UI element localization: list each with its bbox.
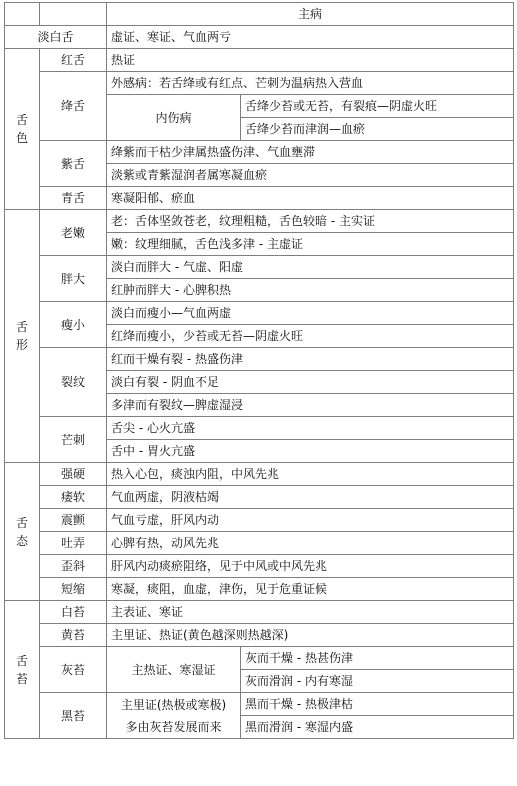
tender-label: 老嫩: [40, 210, 107, 256]
fat-b: 红肿而胖大 - 心脾积热: [107, 279, 514, 302]
table-row: [5, 72, 514, 95]
thorn-b: 舌中 - 胃火亢盛: [107, 440, 514, 463]
tender-a: 老：舌体坚敛苍老，纹理粗糙，舌色较暗 - 主实证: [107, 210, 514, 233]
stiff-label: 强硬: [40, 463, 107, 486]
tongue-diagnosis-table: [4, 2, 514, 739]
weak-text: 气血两虚，阴液枯竭: [107, 486, 514, 509]
category-char: 舌: [15, 515, 28, 530]
white-coating-text: 主表证、寒证: [107, 601, 514, 624]
purple-tongue-a: 绛紫而干枯少津属热盛伤津、气血壅滞: [107, 141, 514, 164]
category-tongue-state: [5, 463, 40, 601]
yellow-coating-label: 黄苔: [40, 624, 107, 647]
gray-coating-a: 灰而干燥 - 热甚伤津: [241, 647, 514, 670]
crimson-tongue-label: 绛舌: [40, 72, 107, 141]
yellow-coating-text: 主里证、热证(黄色越深则热越深): [107, 624, 514, 647]
category-tongue-color: [5, 49, 40, 210]
thin-a: 淡白而瘦小—气血两虚: [107, 302, 514, 325]
fat-a: 淡白而胖大 - 气虚、阳虚: [107, 256, 514, 279]
gray-coating-b: 灰而滑润 - 内有寒湿: [241, 670, 514, 693]
category-tongue-shape: [5, 210, 40, 463]
thin-label: 瘦小: [40, 302, 107, 348]
table-row: [5, 578, 514, 601]
category-char: 形: [15, 338, 28, 352]
deviate-text: 肝风内动痰瘀阻络，见于中风或中风先兆: [107, 555, 514, 578]
category-char: 舌: [15, 653, 28, 668]
tremor-label: 震颤: [40, 509, 107, 532]
table-row: [5, 256, 514, 279]
purple-tongue-b: 淡紫或青紫湿润者属寒凝血瘀: [107, 164, 514, 187]
blue-tongue-label: 青舌: [40, 187, 107, 210]
crimson-external-text: 外感病：若舌绛或有红点、芒刺为温病热入营血: [107, 72, 514, 95]
tender-b: 嫩：纹理细腻，舌色浅多津 - 主虚证: [107, 233, 514, 256]
table-row: [5, 509, 514, 532]
crimson-internal-a: 舌绛少苔或无苔，有裂痕—阴虚火旺: [241, 95, 514, 118]
table-row: [5, 532, 514, 555]
stiff-text: 热入心包，痰浊内阻，中风先兆: [107, 463, 514, 486]
category-char: 舌: [15, 320, 28, 334]
category-char: 态: [15, 533, 28, 548]
table-row: [5, 647, 514, 670]
table-row: [5, 302, 514, 325]
header-blank-cell: [40, 3, 107, 26]
table-row: [5, 624, 514, 647]
fat-label: 胖大: [40, 256, 107, 302]
crack-label: 裂纹: [40, 348, 107, 417]
weak-label: 痿软: [40, 486, 107, 509]
table-row: [5, 486, 514, 509]
category-tongue-coating: [5, 601, 40, 739]
black-coating-b: 黑而滑润 - 寒湿内盛: [241, 716, 514, 739]
table-row: [5, 210, 514, 233]
tremor-text: 气血亏虚，肝风内动: [107, 509, 514, 532]
pale-tongue-label: 淡白舌: [5, 26, 107, 49]
shorten-text: 寒凝，痰阻，血虚，津伤，见于危重证候: [107, 578, 514, 601]
table-row: [5, 555, 514, 578]
crack-b: 淡白有裂 - 阴血不足: [107, 371, 514, 394]
table-row: [5, 141, 514, 164]
table-row: [5, 49, 514, 72]
table-row: [5, 348, 514, 371]
white-coating-label: 白苔: [40, 601, 107, 624]
gray-coating-main: 主热证、寒湿证: [107, 647, 241, 693]
header-blank-cell: [5, 3, 40, 26]
black-coating-main-line-1: 主里证(热极或寒极): [120, 697, 227, 712]
crimson-internal-b: 舌绛少苔而津润—血瘀: [241, 118, 514, 141]
category-char: 色: [15, 131, 28, 145]
black-coating-label: 黑苔: [40, 693, 107, 739]
blue-tongue-text: 寒凝阳郁、瘀血: [107, 187, 514, 210]
table-row: [5, 417, 514, 440]
crimson-internal-label: 内伤病: [107, 95, 241, 141]
thorn-a: 舌尖 - 心火亢盛: [107, 417, 514, 440]
crack-a: 红而干燥有裂 - 热盛伤津: [107, 348, 514, 371]
protrude-text: 心脾有热，动风先兆: [107, 532, 514, 555]
thorn-label: 芒刺: [40, 417, 107, 463]
header-main-disease: 主病: [107, 3, 514, 26]
protrude-label: 吐弄: [40, 532, 107, 555]
black-coating-a: 黑而干燥 - 热极津枯: [241, 693, 514, 716]
table-row: [5, 187, 514, 210]
thin-b: 红绛而瘦小，少苔或无苔—阴虚火旺: [107, 325, 514, 348]
category-char: 舌: [15, 113, 28, 127]
category-char: 苔: [15, 671, 28, 686]
red-tongue-label: 红舌: [40, 49, 107, 72]
table-row: [5, 463, 514, 486]
table-header-row: [5, 3, 514, 26]
table-row: [5, 601, 514, 624]
shorten-label: 短缩: [40, 578, 107, 601]
gray-coating-label: 灰苔: [40, 647, 107, 693]
black-coating-main-line-2: 多由灰苔发展而来: [125, 719, 222, 734]
purple-tongue-label: 紫舌: [40, 141, 107, 187]
red-tongue-text: 热证: [107, 49, 514, 72]
deviate-label: 歪斜: [40, 555, 107, 578]
crack-c: 多津而有裂纹—脾虚湿浸: [107, 394, 514, 417]
pale-tongue-text: 虚证、寒证、气血两亏: [107, 26, 514, 49]
table-row: [5, 26, 514, 49]
table-row: [5, 693, 514, 716]
black-coating-main: [107, 693, 241, 739]
